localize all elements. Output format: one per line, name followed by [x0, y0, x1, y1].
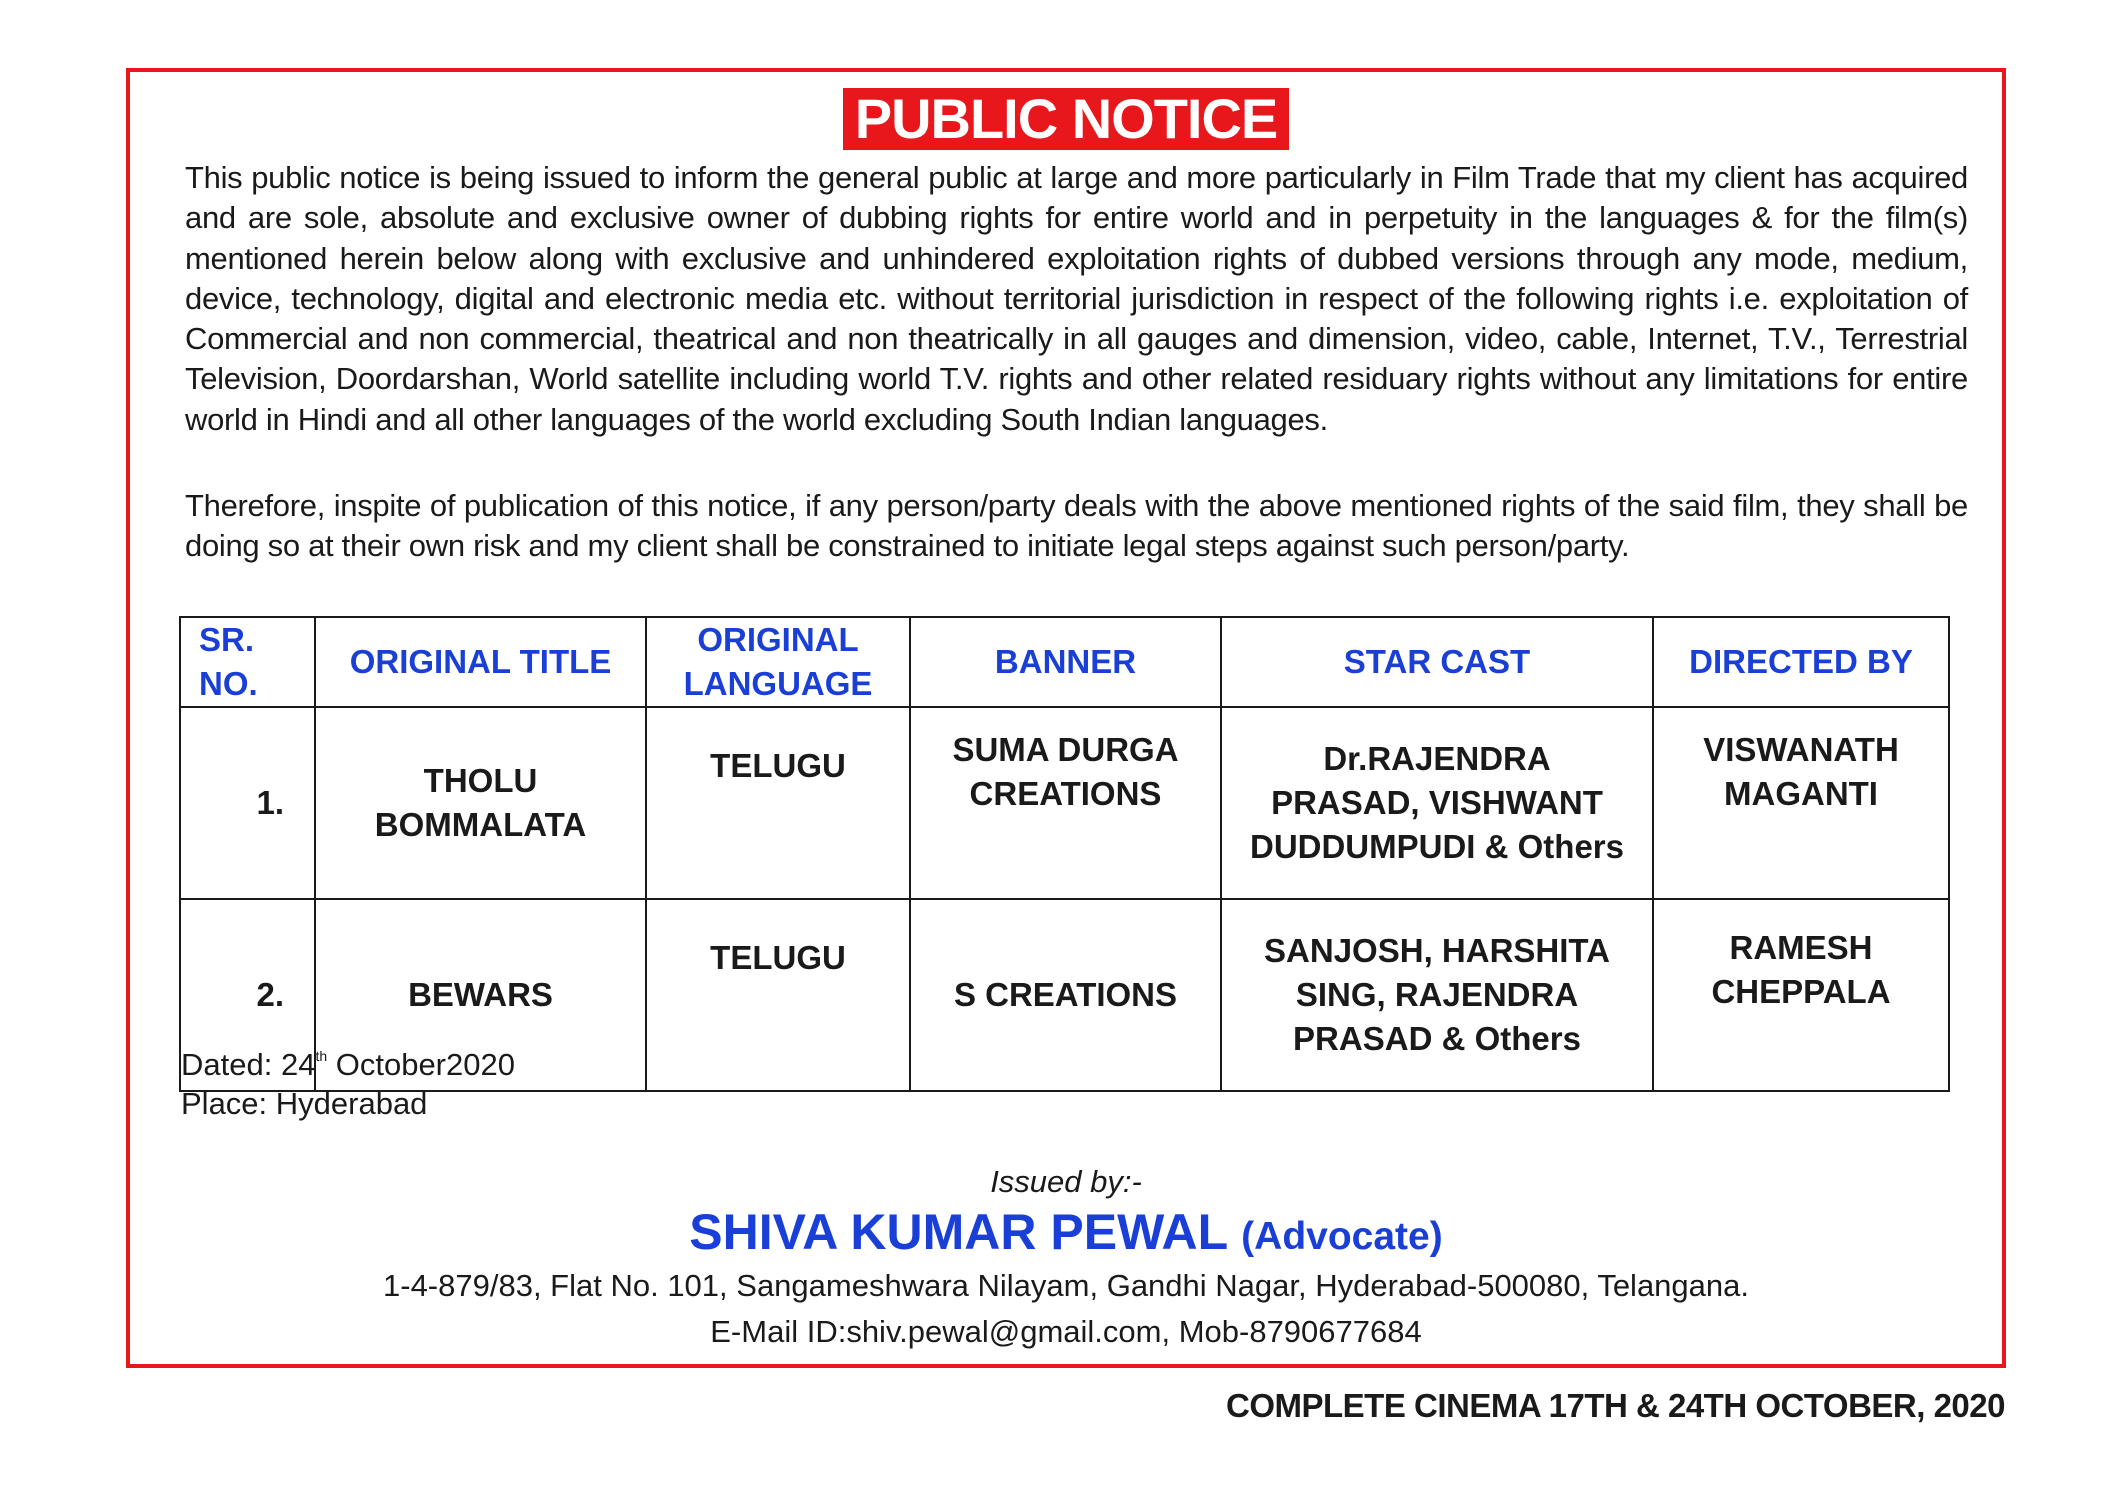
cell-director [1653, 899, 1949, 1091]
cell-sr-no: 2. [180, 899, 315, 1091]
cell-title-line: THOLU [423, 762, 538, 799]
header-original-title: ORIGINAL TITLE [315, 617, 646, 707]
dated-line [181, 1036, 515, 1085]
publication-footer: COMPLETE CINEMA 17TH & 24TH OCTOBER, 2020 [1226, 1387, 2005, 1424]
cell-title: BEWARS [315, 899, 646, 1091]
header-lang-line-1: ORIGINAL [697, 621, 859, 658]
notice-paragraph-1: This public notice is being issued to inform the general public at large and more particularly in Film Trade that my client has acquired and are sole, absolute and exclusive owner of dubbing rights for entire world and in perpetuity in the languages & for the film(s) mentioned herein below along with exclusive and unhindered exploitation rights of dubbed versions through any mode, medium, device, technology, digital and electronic media etc. without territorial jurisdiction in respect of the following rights i.e. exploitation of Commercial and non commercial, theatrical and non theatrically in all gauges and dimension, video, cable, Internet, T.V., Terrestrial Television, Doordarshan, World satellite including world T.V. rights and other related residuary rights without any limitations for entire world in Hindi and all other languages of the world excluding South Indian languages. [185, 160, 1968, 437]
title-container [130, 88, 2002, 150]
films-table [179, 616, 1950, 1092]
cell-banner: S CREATIONS [910, 899, 1221, 1091]
cell-cast-line: SANJOSH, HARSHITA [1264, 932, 1610, 969]
advocate-address: 1-4-879/83, Flat No. 101, Sangameshwara Nilayam, Gandhi Nagar, Hyderabad-500080, Telangana. [383, 1268, 1749, 1303]
dated-prefix: Dated: 24 [181, 1047, 316, 1082]
cell-cast-line: SING, RAJENDRA [1295, 976, 1579, 1013]
cell-star-cast [1221, 899, 1653, 1091]
notice-paragraph-2: Therefore, inspite of publication of this notice, if any person/party deals with the above mentioned rights of the said film, they shall be doing so at their own risk and my client shall be constrained to initiate legal steps against such person/party. [185, 488, 1968, 564]
cell-cast-line: PRASAD & Others [1293, 1020, 1581, 1057]
cell-banner-line: SUMA DURGA [952, 731, 1179, 768]
header-sr-line-1: SR. [199, 621, 255, 658]
header-banner: BANNER [910, 617, 1221, 707]
cell-cast-line: DUDDUMPUDI & Others [1249, 828, 1625, 865]
cell-title [315, 707, 646, 899]
header-star-cast: STAR CAST [1221, 617, 1653, 707]
advocate-suffix: (Advocate) [1241, 1215, 1443, 1258]
cell-director [1653, 707, 1949, 899]
cell-banner [910, 707, 1221, 899]
advocate-name: SHIVA KUMAR PEWAL [689, 1204, 1228, 1260]
cell-director-line: CHEPPALA [1711, 973, 1891, 1010]
notice-frame [126, 68, 2006, 1368]
cell-language: TELUGU [646, 707, 910, 899]
cell-banner-line: CREATIONS [969, 775, 1162, 812]
cell-star-cast [1221, 707, 1653, 899]
cell-language: TELUGU [646, 899, 910, 1091]
header-lang-line-2: LANGUAGE [683, 665, 873, 702]
place-line: Place: Hyderabad [181, 1086, 428, 1121]
dated-ordinal: th [315, 1048, 328, 1064]
header-directed-by: DIRECTED BY [1653, 617, 1949, 707]
header-sr-line-2: NO. [199, 665, 258, 702]
notice-title: PUBLIC NOTICE [843, 88, 1290, 150]
advocate-name-line [130, 1202, 2002, 1267]
issued-by-label: Issued by:- [990, 1164, 1142, 1199]
cell-cast-line: PRASAD, VISHWANT [1271, 784, 1603, 821]
cell-sr-no: 1. [180, 707, 315, 899]
cell-title-line: BOMMALATA [374, 806, 587, 843]
dated-suffix: October2020 [327, 1047, 515, 1082]
cell-cast-line: Dr.RAJENDRA [1323, 740, 1551, 777]
cell-director-line: VISWANATH [1703, 731, 1899, 768]
table-header-row [180, 617, 1949, 707]
cell-director-line: RAMESH [1729, 929, 1873, 966]
advocate-contact: E-Mail ID:shiv.pewal@gmail.com, Mob-8790677684 [710, 1314, 1422, 1349]
cell-director-line: MAGANTI [1724, 775, 1878, 812]
table-row [180, 707, 1949, 899]
header-original-language [646, 617, 910, 707]
header-sr-no [180, 617, 315, 707]
